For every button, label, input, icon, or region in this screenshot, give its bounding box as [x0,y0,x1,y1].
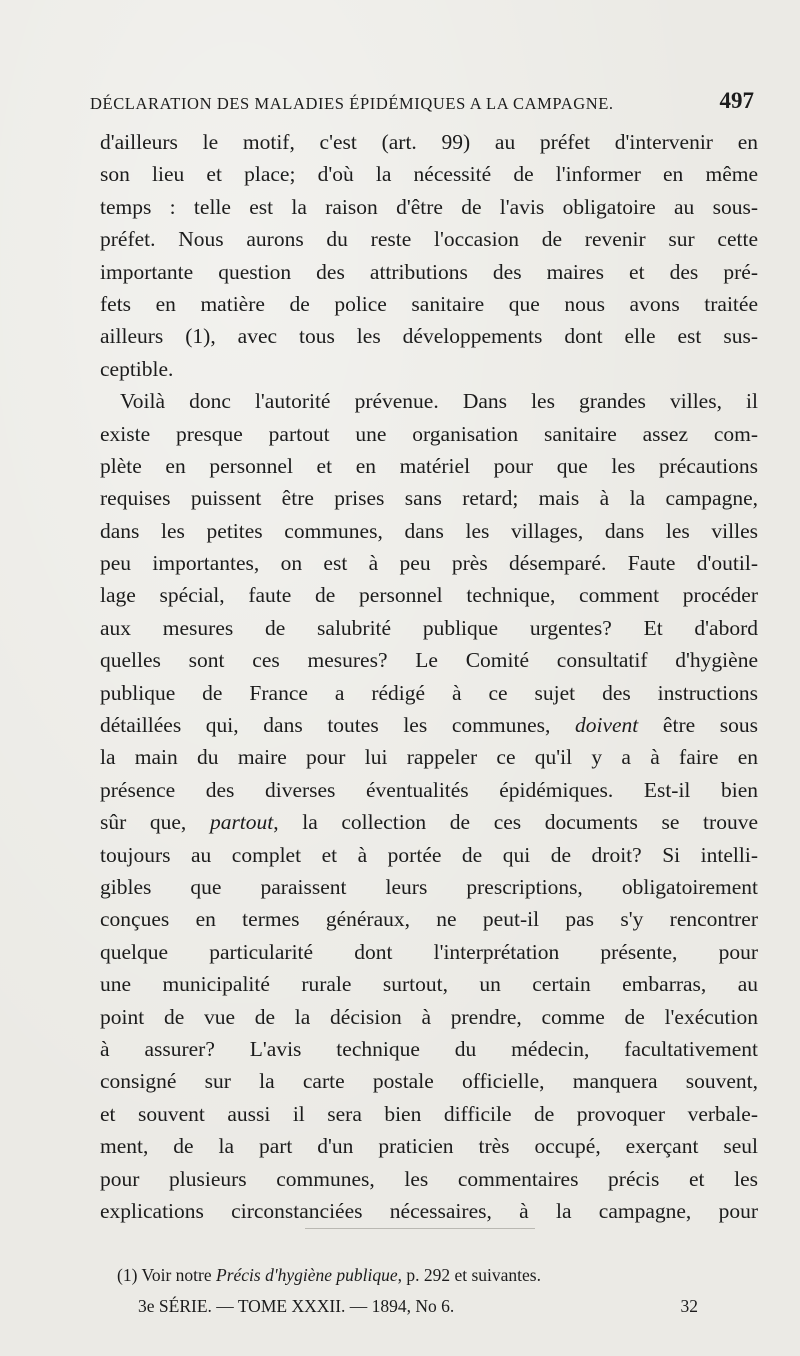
text-line: son lieu et place; d'où la nécessité de l'informer en même [100,162,758,187]
text-line: pour plusieurs communes, les commentaires précis et les [100,1166,758,1191]
text-line: publique de France a rédigé à ce sujet des instructions [100,680,758,705]
text-line: aux mesures de salubrité publique urgentes? Et d'abord [100,615,758,640]
text-line: plète en personnel et en matériel pour que les précautions [100,453,758,478]
italic-word: partout [209,810,274,835]
page-number: 497 [719,88,754,113]
text-line: gibles que paraissent leurs prescriptions, obligatoirement [100,874,758,899]
text-line [100,806,758,838]
printer-signature [138,1296,698,1322]
text-segment: , la collection de ces documents se trouve [273,810,758,835]
text-line: d'ailleurs le motif, c'est (art. 99) au préfet d'intervenir en [100,130,758,154]
text-line: ceptible. [100,356,174,381]
text-line: dans les petites communes, dans les villages, dans les villes [100,518,758,543]
footnote-rest: , p. 292 et suivantes. [397,1265,541,1285]
text-segment: détaillées qui, dans toutes les communes, [100,713,551,738]
text-line: à assurer? L'avis technique du médecin, facultativement [100,1036,758,1061]
text-line: ment, de la part d'un praticien très occupé, exerçant seul [100,1134,758,1159]
text-segment: sûr que, [100,810,187,835]
text-line: ailleurs (1), avec tous les développements dont elle est sus- [100,324,758,349]
text-line: temps : telle est la raison d'être de l'avis obligatoire au sous- [100,194,758,219]
text-line: conçues en termes généraux, ne peut-il pas s'y rencontrer [100,907,758,932]
text-line: une municipalité rurale surtout, un certain embarras, au [100,972,758,997]
text-line: et souvent aussi il sera bien difficile de provoquer verbale- [100,1101,758,1126]
running-title: DÉCLARATION DES MALADIES ÉPIDÉMIQUES A LA CAMPAGNE. [90,94,614,113]
text-line: lage spécial, faute de personnel technique, comment procéder [100,583,758,608]
text-line: quelles sont ces mesures? Le Comité consultatif d'hygiène [100,648,758,673]
footnote [117,1265,757,1286]
text-line: Voilà donc l'autorité prévenue. Dans les grandes villes, il [120,389,758,414]
italic-word: doivent [575,713,639,738]
running-head [90,88,754,120]
text-line: toujours au complet et à portée de qui de droit? Si intelli- [100,842,758,867]
text-line: fets en matière de police sanitaire que nous avons traitée [100,291,758,316]
body-text [100,126,758,1227]
text-line [100,709,758,741]
text-segment: être sous [638,713,758,738]
text-line: existe presque partout une organisation sanitaire assez com- [100,421,758,446]
footnote-marker: (1) Voir notre [117,1265,216,1285]
text-line: quelque particularité dont l'interprétation présente, pour [100,939,758,964]
text-line: requises puissent être prises sans retard; mais à la campagne, [100,486,758,511]
text-line: consigné sur la carte postale officielle, manquera souvent, [100,1069,758,1094]
text-line: point de vue de la décision à prendre, comme de l'exécution [100,1004,758,1029]
text-line: peu importantes, on est à peu près désemparé. Faute d'outil- [100,551,758,576]
text-line: présence des diverses éventualités épidémiques. Est-il bien [100,777,758,802]
footnote-divider [305,1228,535,1229]
text-line: préfet. Nous aurons du reste l'occasion de revenir sur cette [100,227,758,252]
series-info: 3e SÉRIE. — TOME XXXII. — 1894, No 6. [138,1296,455,1316]
sheet-number: 32 [680,1296,698,1316]
text-line: explications circonstanciées nécessaires, à la campagne, pour [100,1198,758,1223]
text-line: importante question des attributions des maires et des pré- [100,259,758,284]
footnote-italic-title: Précis d'hygiène publique [216,1265,398,1285]
text-line: la main du maire pour lui rappeler ce qu'il y a à faire en [100,745,758,770]
